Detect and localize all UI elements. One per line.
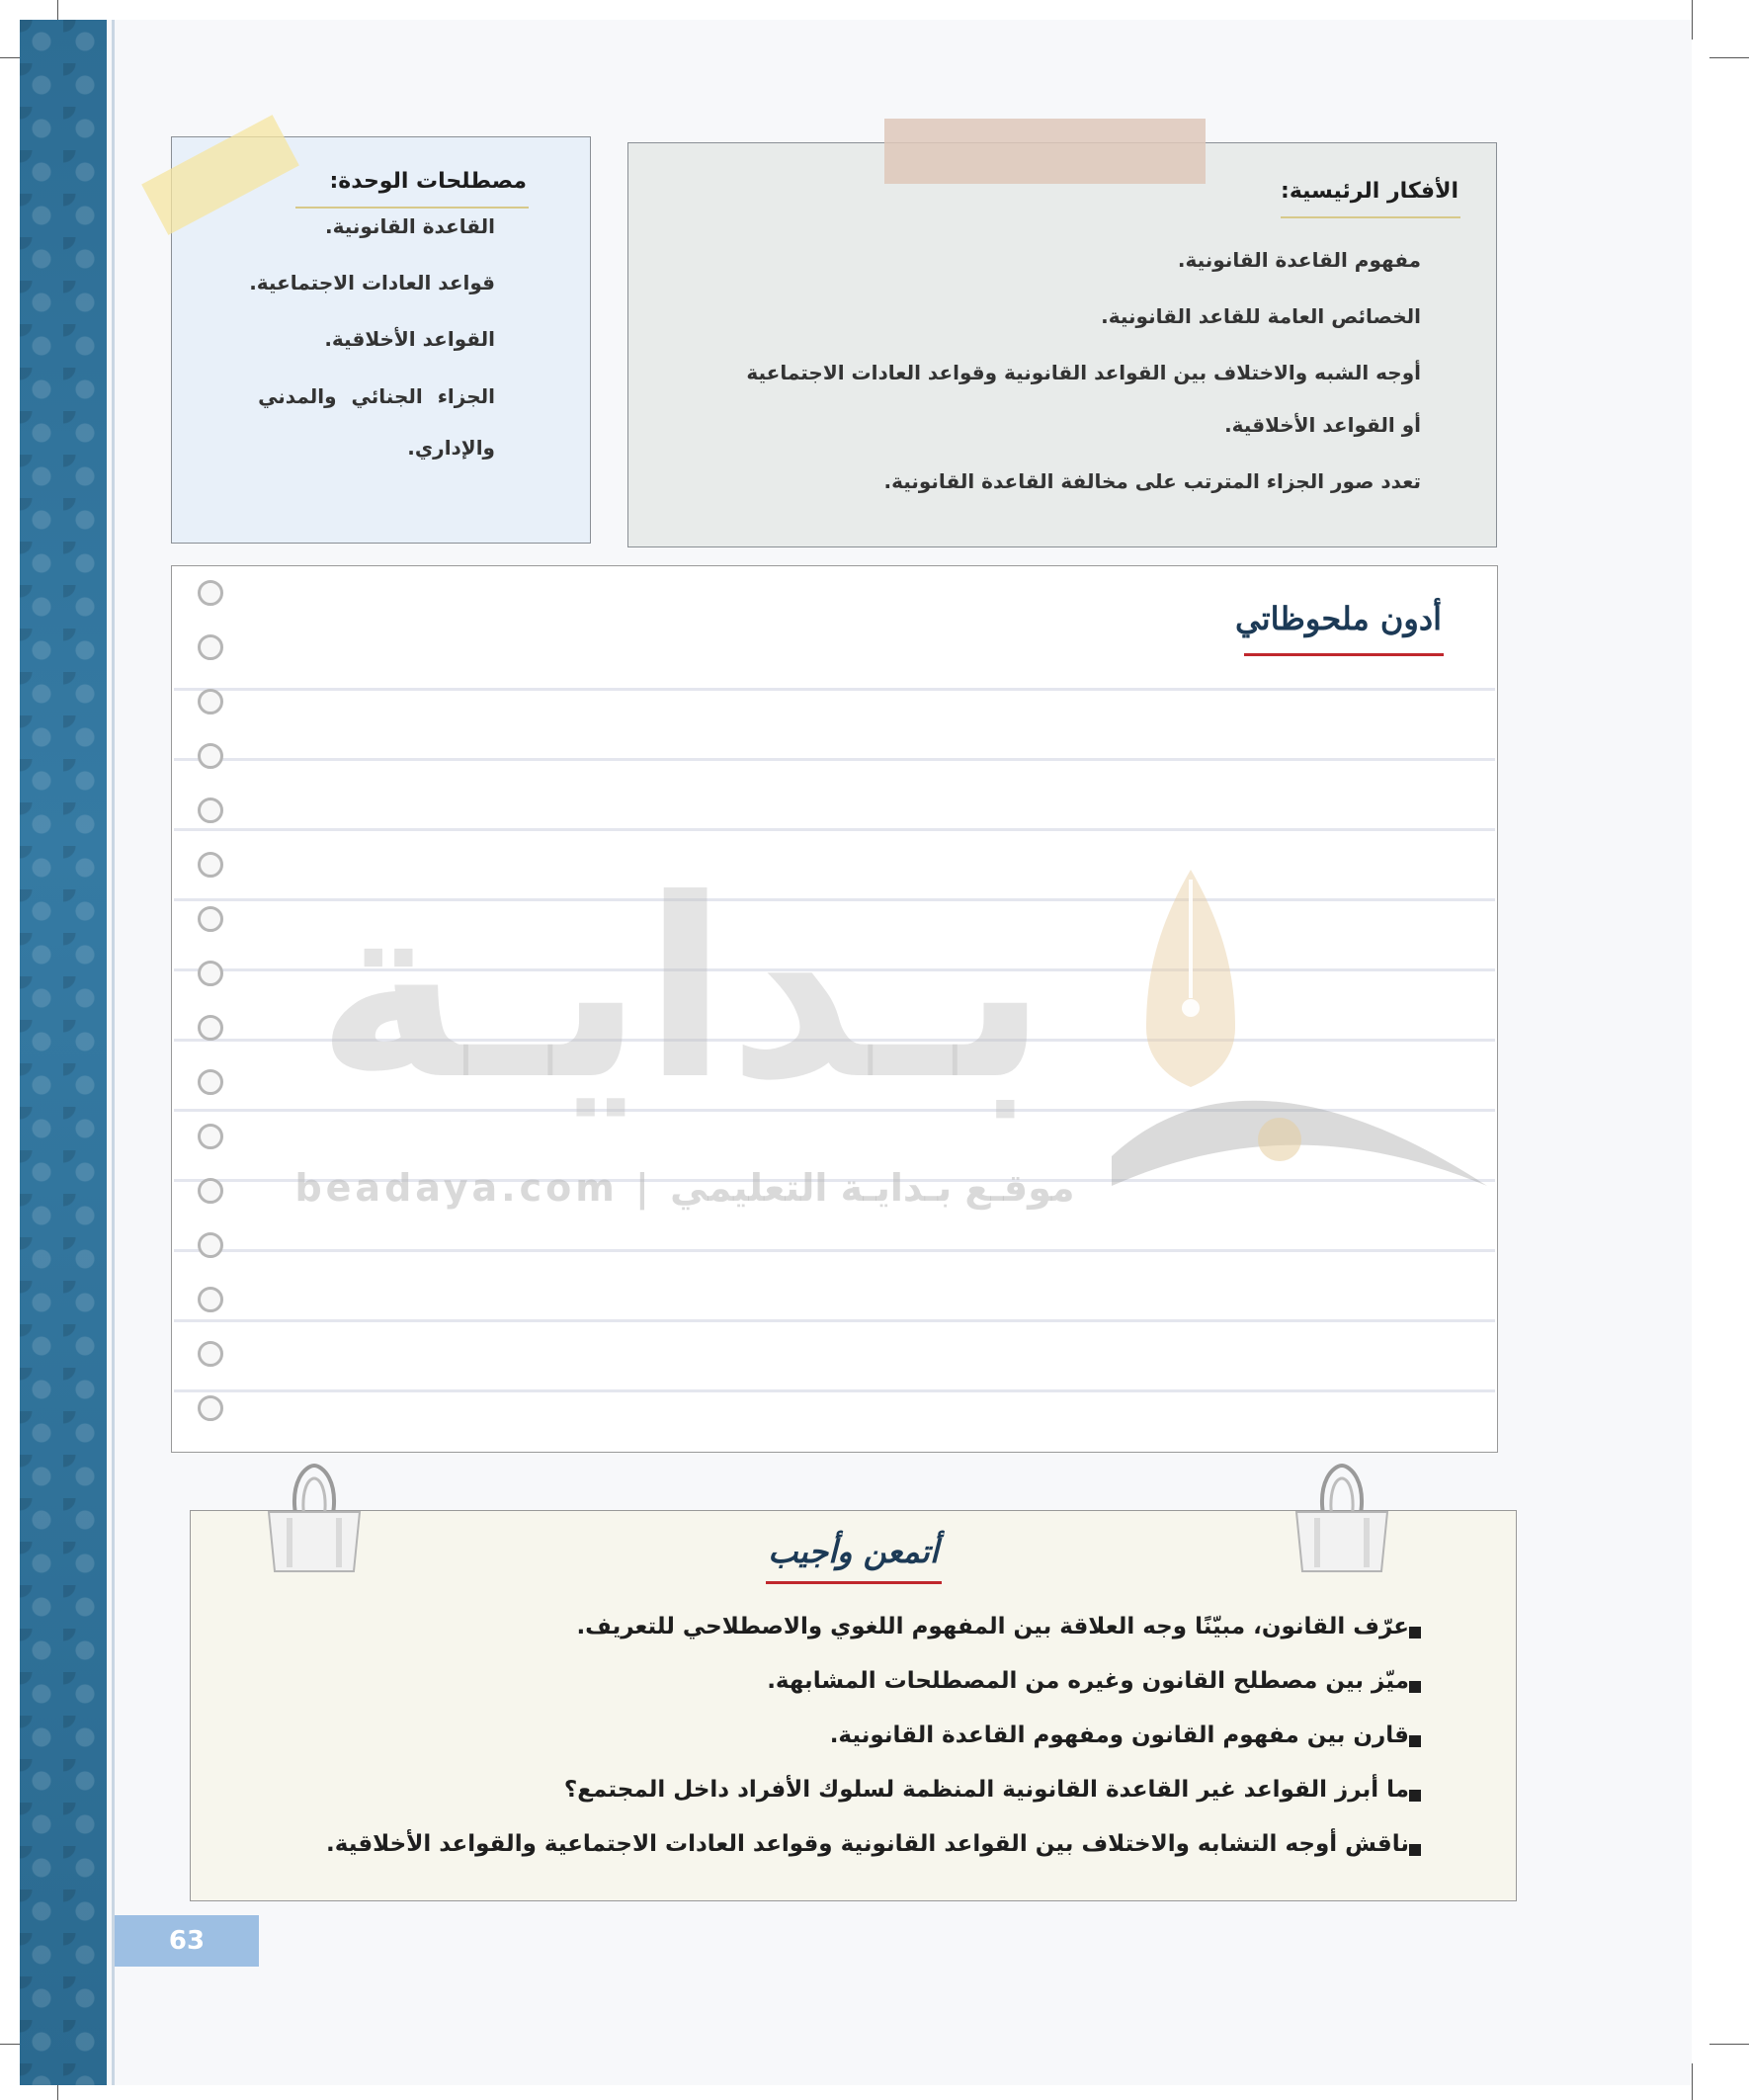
notes-title: أدون ملحوظاتي [1235,600,1442,637]
binder-ring [198,1341,223,1367]
main-ideas-box [627,142,1497,547]
binder-ring [198,580,223,606]
bullet-square-icon [1409,1681,1421,1693]
side-divider-line [112,20,115,2085]
binder-ring [198,1124,223,1149]
question-item: ميّز بين مصطلح القانون وغيره من المصطلحات المشابهة. [767,1668,1409,1694]
title-underline [766,1581,942,1584]
think-and-answer-title: أتمعن وأجيب [768,1533,939,1570]
binder-ring [198,743,223,769]
idea-item: الخصائص العامة للقاعد القانونية. [1101,304,1421,328]
bullet-square-icon [1409,1844,1421,1856]
crop-mark [1709,2044,1749,2045]
binder-ring [198,634,223,660]
notes-title-underline [1244,653,1444,656]
term-item: القواعد الأخلاقية. [324,327,495,351]
ruled-line [174,758,1495,761]
bullet-square-icon [1409,1735,1421,1747]
idea-item: أو القواعد الأخلاقية. [1224,413,1421,437]
question-item: عرّف القانون، مبيّنًا وجه العلاقة بين المفهوم اللغوي والاصطلاحي للتعريف. [576,1614,1409,1639]
question-item: قارن بين مفهوم القانون ومفهوم القاعدة القانونية. [829,1722,1409,1748]
binder-ring [198,798,223,823]
main-ideas-heading: الأفكار الرئيسية: [1281,179,1458,204]
crop-mark [1709,57,1749,58]
binder-ring [198,906,223,932]
binder-ring [198,852,223,878]
binder-ring [198,1232,223,1258]
bullet-square-icon [1409,1627,1421,1638]
term-item: قواعد العادات الاجتماعية. [249,271,495,294]
heading-underline [1281,216,1460,218]
binder-ring [198,1178,223,1204]
ruled-line [174,1389,1495,1392]
term-item: والإداري. [407,436,495,460]
crop-mark [1692,0,1693,40]
binder-clip-icon [259,1461,370,1577]
question-item: ما أبرز القواعد غير القاعدة القانونية المنظمة لسلوك الأفراد داخل المجتمع؟ [563,1777,1409,1803]
bullet-square-icon [1409,1790,1421,1802]
ruled-line [174,1319,1495,1322]
binder-ring [198,1395,223,1421]
question-item: ناقش أوجه التشابه والاختلاف بين القواعد القانونية وقواعد العادات الاجتماعية والقواعد الأخلاقية. [326,1831,1409,1857]
binder-ring [198,1069,223,1095]
ruled-line [174,1249,1495,1252]
unit-terms-heading: مصطلحات الوحدة: [329,169,527,194]
binder-clip-icon [1287,1461,1397,1577]
ruled-line [174,828,1495,831]
heading-underline [295,207,529,209]
term-item: الجزاء الجنائي والمدني [258,384,495,408]
watermark-logo-text: بـدايـة [315,846,1048,1134]
crop-mark [1692,2063,1693,2100]
ruled-line [174,688,1495,691]
binder-ring [198,689,223,714]
page-number: 63 [115,1915,259,1967]
decorative-tape [884,119,1206,184]
term-item: القاعدة القانونية. [325,214,495,238]
idea-item: أوجه الشبه والاختلاف بين القواعد القانونية وقواعد العادات الاجتماعية [746,361,1421,384]
decorative-side-band [20,20,107,2085]
binder-ring [198,961,223,986]
binder-ring [198,1287,223,1312]
watermark-caption: beadaya.com | موقـع بـدايـة التعليمي [294,1166,1075,1210]
idea-item: مفهوم القاعدة القانونية. [1177,248,1421,272]
fountain-pen-icon [1107,860,1497,1206]
binder-ring [198,1015,223,1041]
idea-item: تعدد صور الجزاء المترتب على مخالفة القاعدة القانونية. [883,469,1421,493]
